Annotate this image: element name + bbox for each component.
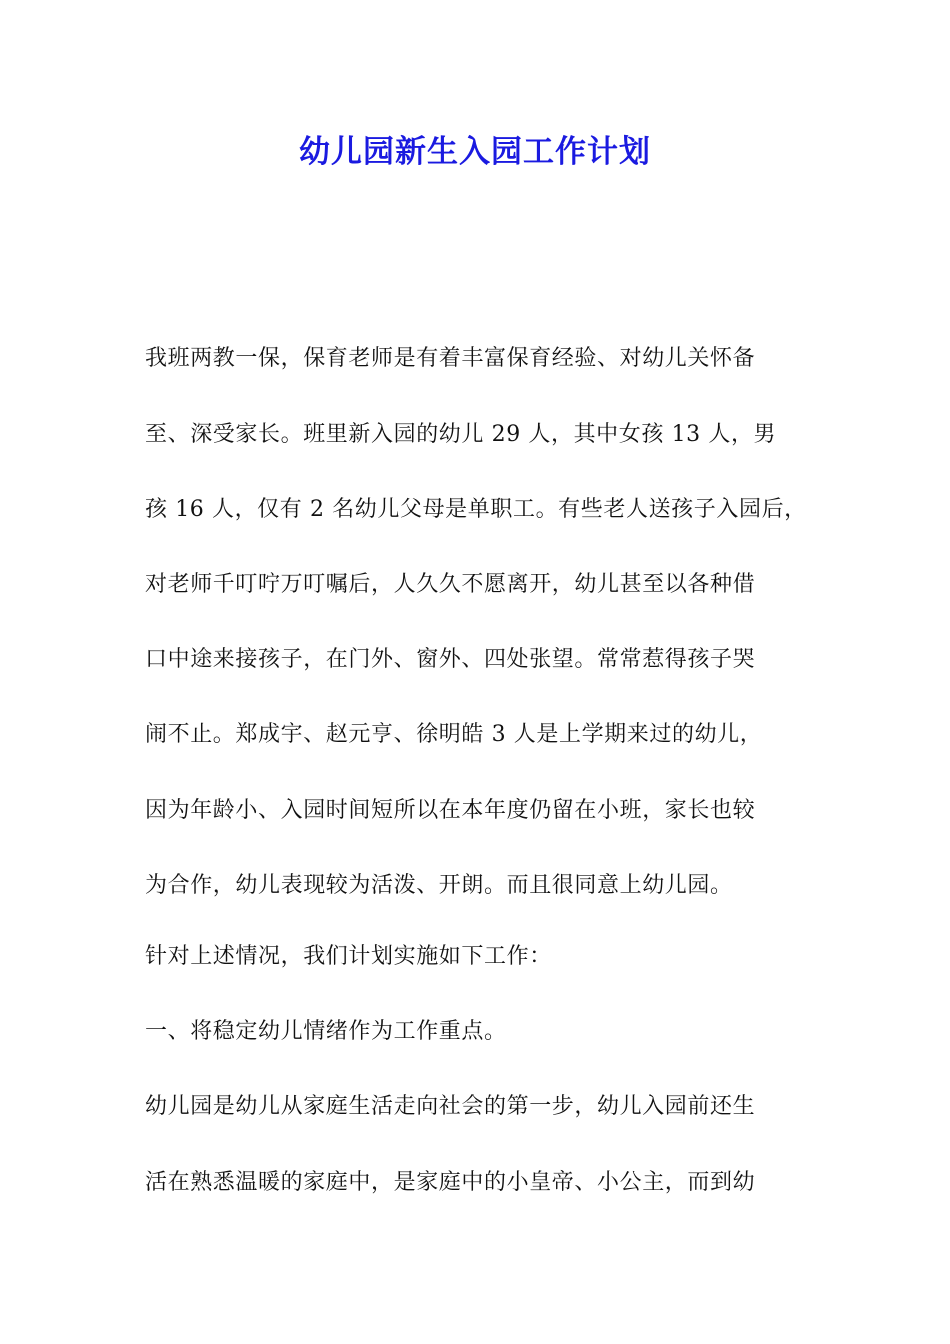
paragraph-line: 为合作，幼儿表现较为活泼、开朗。而且很同意上幼儿园。 [145,873,733,898]
paragraph-line: 口中途来接孩子，在门外、窗外、四处张望。常常惹得孩子哭 [145,647,756,672]
document-title: 幼儿园新生入园工作计划 [299,134,651,170]
section-heading: 一、将稳定幼儿情绪作为工作重点。 [145,1019,507,1044]
paragraph-line: 孩 16 人，仅有 2 名幼儿父母是单职工。有些老人送孩子入园后， [145,497,807,522]
paragraph-line: 对老师千叮咛万叮嘱后，人久久不愿离开，幼儿甚至以各种借 [145,572,756,597]
paragraph-line: 我班两教一保，保育老师是有着丰富保育经验、对幼儿关怀备 [145,346,756,371]
paragraph-line: 因为年龄小、入园时间短所以在本年度仍留在小班，家长也较 [145,798,756,823]
paragraph-line: 活在熟悉温暖的家庭中，是家庭中的小皇帝、小公主，而到幼 [145,1170,756,1195]
paragraph-line: 针对上述情况，我们计划实施如下工作： [145,944,552,969]
paragraph-line: 至、深受家长。班里新入园的幼儿 29 人，其中女孩 13 人，男 [145,422,777,447]
paragraph-line: 幼儿园是幼儿从家庭生活走向社会的第一步，幼儿入园前还生 [145,1094,756,1119]
paragraph-line: 闹不止。郑成宇、赵元亨、徐明皓 3 人是上学期来过的幼儿， [145,722,763,747]
